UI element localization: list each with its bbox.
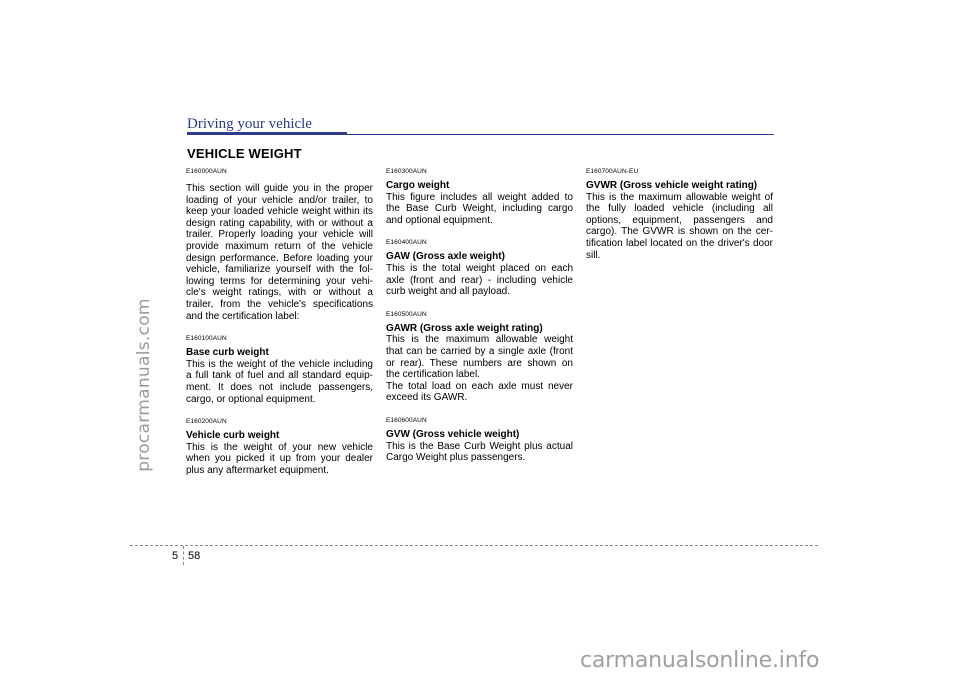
paragraph: This is the weight of the vehicle including a full tank of fuel and all standard equip-ment. It does not include passengers, cargo, or optional equipment. <box>186 358 373 405</box>
section-code: E160000AUN <box>186 168 227 175</box>
paragraph: This is the total weight placed on each axle (front and rear) - including vehicle curb weight and all payload. <box>386 262 573 298</box>
section-code: E160400AUN <box>386 239 427 247</box>
watermark-side-text: procarmanuals.com <box>134 298 154 472</box>
column-2 <box>386 168 573 477</box>
vehicle-curb-weight-block <box>186 418 373 476</box>
intro-block <box>186 168 373 322</box>
header-rule <box>347 134 774 135</box>
section-code: E160300AUN <box>386 168 427 175</box>
gaw-block <box>386 239 573 297</box>
section-code: E160600AUN <box>386 416 427 424</box>
section-code: E160200AUN <box>186 418 227 426</box>
cargo-weight-block <box>386 168 573 226</box>
paragraph: This figure includes all weight added to the Base Curb Weight, including cargo and optional equipment. <box>386 191 573 226</box>
chapter-title: VEHICLE WEIGHT <box>187 146 302 161</box>
column-1 <box>186 168 373 489</box>
gvw-block <box>386 417 573 464</box>
footer-separator <box>183 546 184 565</box>
page-number: 58 <box>188 550 201 562</box>
section-code: E160100AUN <box>186 335 227 343</box>
section-code: E160500AUN <box>386 310 427 318</box>
paragraph: This is the weight of your new vehicle when you picked it up from your dealer plus any aftermarket equipment. <box>186 441 373 476</box>
subheading: Cargo weight <box>386 180 450 191</box>
subheading: Vehicle curb weight <box>186 430 280 442</box>
base-curb-weight-block <box>186 335 373 405</box>
section-title: Driving your vehicle <box>187 116 312 132</box>
footer-rule <box>130 545 818 546</box>
subheading: GVW (Gross vehicle weight) <box>386 428 520 440</box>
paragraph: This is the maximum allowable weight of the fully loaded vehicle (including all options, equipment, passengers and cargo). The GVWR is shown on the cer-tification label located on the driver's door sill. <box>586 191 773 261</box>
watermark-bottom: carmanualsonline.info <box>580 648 820 673</box>
gawr-block <box>386 311 573 404</box>
subheading: Base curb weight <box>186 347 269 359</box>
paragraph: This is the maximum allowable weight that can be carried by a single axle (front or rear). These numbers are shown on the certification label. The total load on each axle must never exceed its GAWR. <box>386 334 573 404</box>
column-3 <box>586 168 773 274</box>
subheading: GAW (Gross axle weight) <box>386 251 505 263</box>
section-code: E160700AUN-EU <box>586 168 639 175</box>
header-bar <box>187 132 347 135</box>
subheading: GVWR (Gross vehicle weight rating) <box>586 180 758 191</box>
paragraph: This section will guide you in the proper loading of your vehicle and/or trailer, to keep your loaded vehicle weight within its design rating capability, with or without a trailer. Properly loading your vehicle will provide maximum return of the vehicle design performance. Before loading your vehicle, familiarize yourself with the fol-lowing terms for determining your vehi-cle's weight ratings, with or without a trailer, from the vehicle's specifications and the certification label: <box>186 183 373 322</box>
gvwr-block <box>586 168 773 261</box>
subheading: GAWR (Gross axle weight rating) <box>386 322 543 334</box>
chapter-number: 5 <box>172 550 179 562</box>
paragraph: This is the Base Curb Weight plus actual Cargo Weight plus passengers. <box>386 440 573 464</box>
